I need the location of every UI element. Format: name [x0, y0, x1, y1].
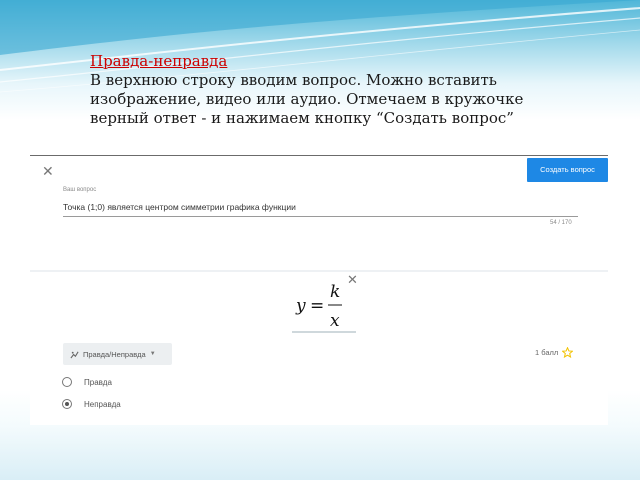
formula-eq: =	[310, 296, 325, 316]
formula-underline	[292, 331, 356, 333]
answer-option-true[interactable]	[62, 377, 112, 387]
question-label: Ваш вопрос	[63, 187, 97, 193]
slide-title: Правда-неправда	[90, 52, 228, 70]
points-label: 1 балл	[535, 348, 559, 357]
radio-button[interactable]	[62, 377, 72, 387]
formula-numerator: k	[330, 282, 341, 302]
char-counter: 54 / 170	[550, 220, 572, 226]
answer-option-label: Неправда	[84, 399, 121, 409]
close-icon[interactable]: ✕	[42, 163, 54, 179]
chevron-down-icon: ▼	[149, 351, 156, 357]
quiz-editor-screenshot	[30, 155, 608, 425]
question-underline	[63, 216, 578, 217]
remove-media-close-icon[interactable]: ✕	[347, 272, 358, 287]
points-control[interactable]	[535, 347, 573, 358]
answer-option-false[interactable]	[62, 399, 121, 409]
radio-button-selected[interactable]	[62, 399, 72, 409]
create-question-button[interactable]: Создать вопрос	[527, 158, 608, 182]
formula-denominator: x	[330, 311, 340, 331]
slide-instruction: В верхнюю строку вводим вопрос. Можно вставить изображение, видео или аудио. Отмечаем в кружочке верный ответ - и нажимаем кнопку “Создать вопрос”	[90, 71, 524, 127]
question-type-label: Правда/Неправда	[83, 349, 146, 359]
star-icon[interactable]	[562, 347, 573, 358]
question-type-icon	[70, 350, 79, 359]
formula-lhs: y	[296, 296, 306, 316]
answer-option-label: Правда	[84, 377, 112, 387]
section-divider	[30, 270, 608, 272]
question-input[interactable]: Точка (1;0) является центром симметрии графика функции	[63, 202, 296, 212]
slide-text	[90, 52, 560, 128]
question-type-dropdown[interactable]	[63, 343, 172, 365]
